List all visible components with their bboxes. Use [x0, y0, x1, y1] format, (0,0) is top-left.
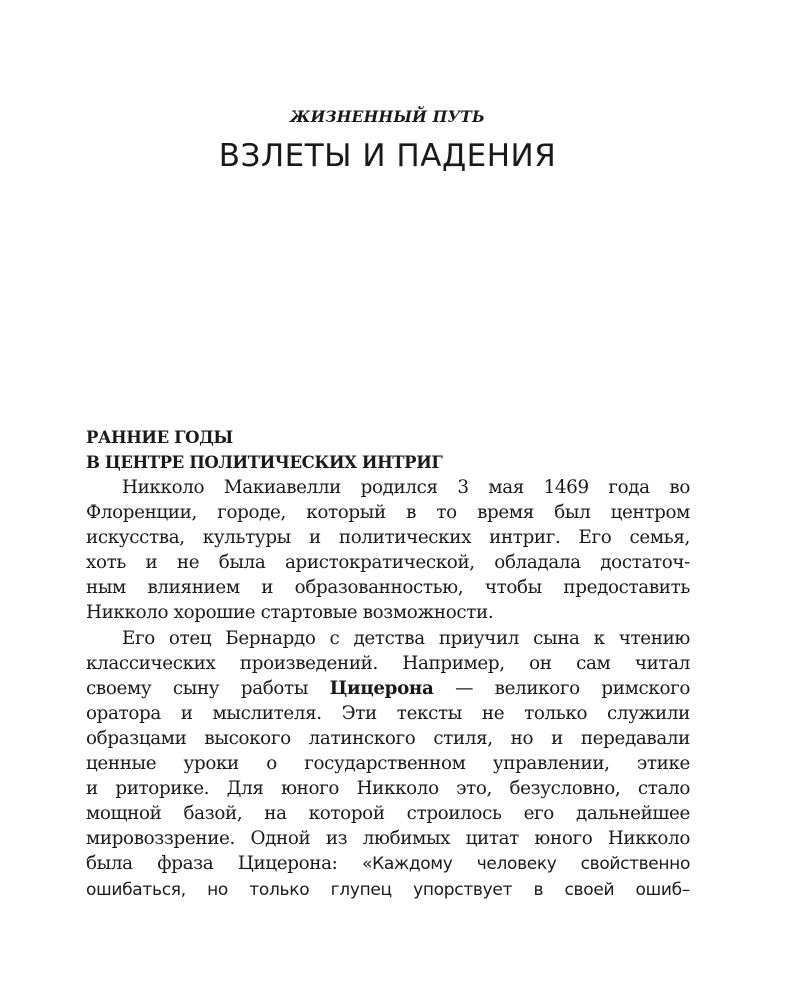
chapter-title: ВЗЛЕТЫ И ПАДЕНИЯ [218, 138, 557, 174]
paragraph-line: Никколо Макиавелли родился 3 мая 1469 года во [122, 477, 690, 498]
paragraph-2 [86, 626, 690, 903]
chapter-kicker: ЖИЗНЕННЫЙ ПУТЬ [290, 107, 485, 126]
paragraph-line: оратора и мыслителя. Эти тексты не только служили [86, 702, 690, 724]
paragraph-1 [86, 475, 690, 626]
paragraph-line: искусства, культуры и политических интриг. Его семья, [86, 527, 690, 549]
paragraph-line: Никколо хорошие стартовые возможности. [86, 602, 494, 624]
paragraph-line: и риторике. Для юного Никколо это, безусловно, стало [86, 778, 690, 800]
paragraph-text: своему сыну работы [86, 677, 330, 699]
paragraph-line: образцами высокого латинского стиля, но и передавали [86, 727, 690, 749]
paragraph-line: мощной базой, на которой строилось его дальнейшее [86, 803, 690, 825]
quote-line: ошибаться, но только глупец упорствует в своей ошиб– [86, 879, 690, 900]
paragraph-line: классических произведений. Например, он сам читал [86, 652, 690, 674]
highlighted-term: Цицерона [329, 677, 434, 699]
quote-text: «Каждому человеку свойственно [362, 854, 690, 875]
paragraph-line: ценные уроки о государственном управлении, этике [86, 753, 690, 775]
paragraph-text: была фраза Цицерона: [86, 853, 363, 875]
paragraph-line [86, 851, 690, 877]
paragraph-line: Флоренции, городе, который в то время был центром [86, 502, 690, 524]
paragraph-text: — великого римского [433, 677, 690, 699]
paragraph-line: Его отец Бернардо с детства приучил сына к чтению [122, 627, 690, 649]
paragraph-line: мировоззрение. Одной из любимых цитат юного Никколо [86, 828, 690, 850]
paragraph-line: хоть и не была аристократической, обладала достаточ- [86, 552, 690, 574]
paragraph-line [86, 676, 690, 701]
section-body [86, 425, 690, 903]
section-heading-line-2: В ЦЕНТРЕ ПОЛИТИЧЕСКИХ ИНТРИГ [86, 453, 443, 472]
section-heading-line-1: РАННИЕ ГОДЫ [86, 428, 233, 447]
paragraph-line: ным влиянием и образованностью, чтобы предоставить [86, 577, 690, 599]
